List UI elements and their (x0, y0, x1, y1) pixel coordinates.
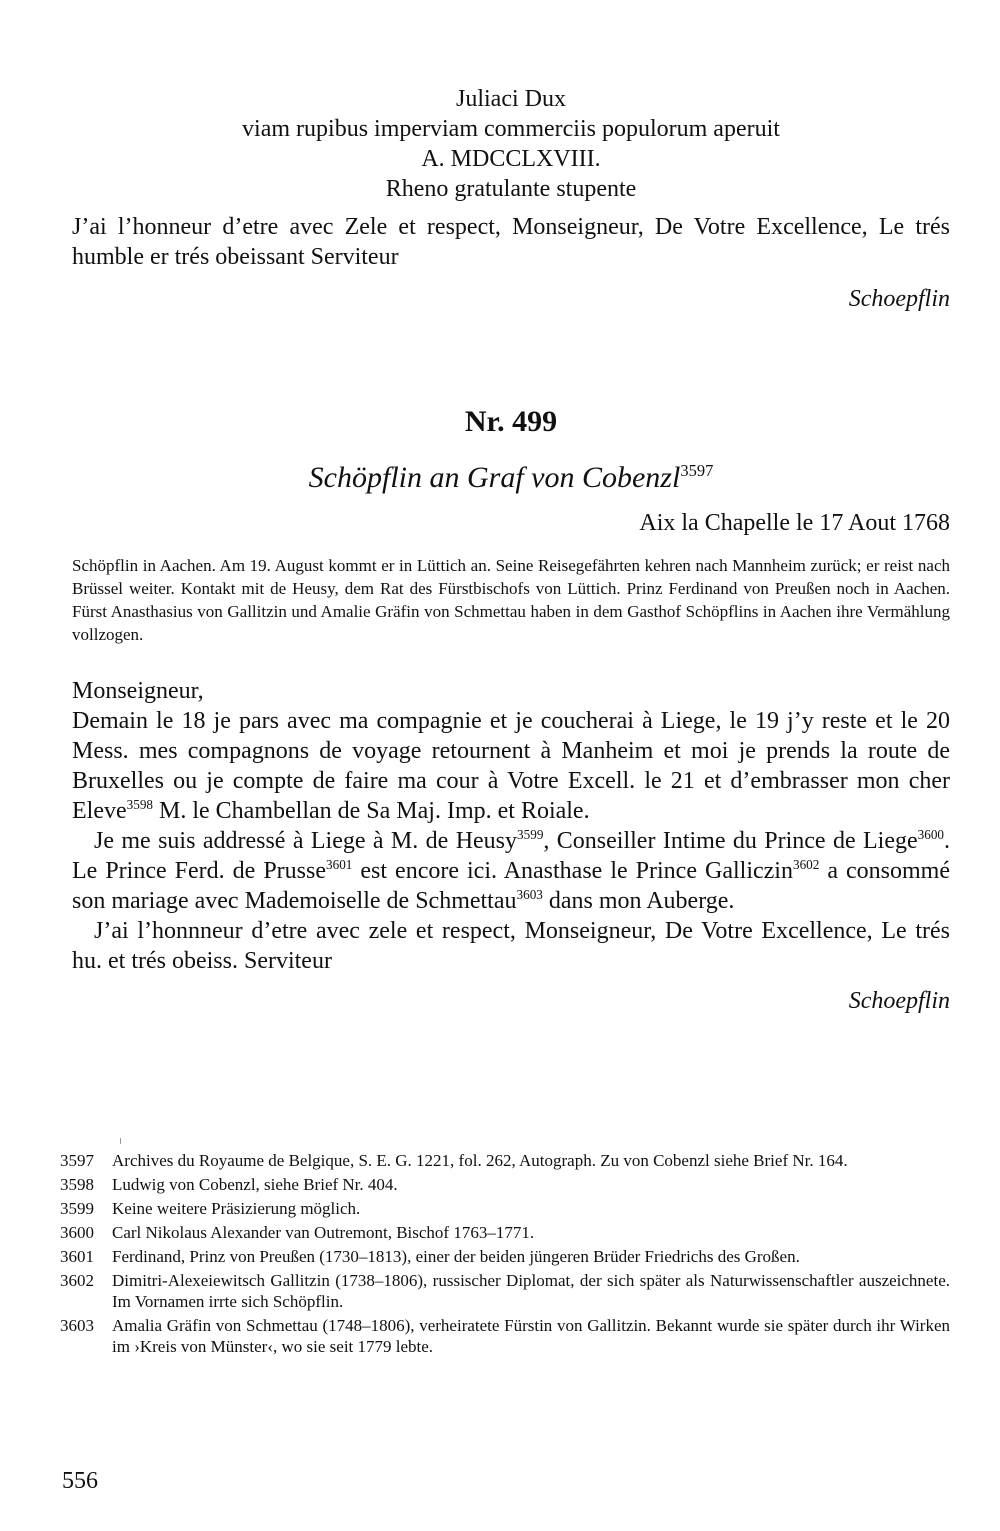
footnote-text: Ferdinand, Prinz von Preußen (1730–1813), einer der beiden jüngeren Brüder Friedrichs des Großen. (112, 1247, 800, 1266)
paragraph-text: dans mon Auberge. (542, 888, 735, 914)
footnote-text: Amalia Gräfin von Schmettau (1748–1806), verheiratete Fürstin von Gallitzin. Bekannt wurde sie später durch ihr Wirken im ›Kreis von Münster‹, wo sie seit 1779 lebte. (112, 1316, 950, 1356)
page-number: 556 (62, 1468, 98, 1494)
footnote-text: Ludwig von Cobenzl, siehe Brief Nr. 404. (112, 1175, 398, 1194)
letter-number: Nr. 499 (464, 405, 558, 438)
footnote-ref[interactable]: 3598 (126, 797, 154, 812)
footnote-number: 3597 (60, 1151, 94, 1170)
paragraph-text: . Le Prince Ferd. de Prusse (72, 828, 950, 884)
letter-paragraph-1 (72, 706, 950, 826)
footnote-number: 3598 (60, 1175, 94, 1194)
footnote-ref[interactable]: 3603 (516, 887, 543, 902)
footnote-item (60, 1198, 950, 1219)
letter-paragraph-3: J’ai l’honnneur d’etre avec zele et respect, Monseigneur, De Votre Excellence, Le trés hu. et trés obeiss. Serviteur (72, 918, 950, 974)
inscription-line: viam rupibus imperviam commerciis populorum aperuit (242, 116, 780, 142)
footnote-item (60, 1315, 950, 1357)
footnote-number: 3603 (60, 1316, 94, 1335)
letter-title-text: Schöpflin an Graf von Cobenzl (308, 461, 681, 494)
footnote-item (60, 1174, 950, 1195)
footnote-item (60, 1270, 950, 1312)
footnote-ref[interactable]: 3602 (792, 857, 820, 872)
letter-title (72, 460, 950, 496)
footnote-item (60, 1246, 950, 1267)
inscription-line: Rheno gratulante stupente (385, 176, 637, 202)
footnote-separator (120, 1138, 121, 1144)
footnote-ref[interactable]: 3599 (517, 827, 544, 842)
paragraph-text: est encore ici. Anasthase le Prince Galliczin (352, 858, 793, 884)
footnote-item (60, 1222, 950, 1243)
footnote-text: Archives du Royaume de Belgique, S. E. G. 1221, fol. 262, Autograph. Zu von Cobenzl siehe Brief Nr. 164. (112, 1151, 848, 1170)
place-date: Aix la Chapelle le 17 Aout 1768 (639, 510, 950, 536)
previous-letter-signature: Schoepflin (848, 286, 950, 312)
footnote-number: 3599 (60, 1199, 94, 1218)
letter-summary: Schöpflin in Aachen. Am 19. August kommt er in Lüttich an. Seine Reisegefährten kehren nach Mannheim zurück; er reist nach Brüssel weiter. Kontakt mit de Heusy, dem Rat des Fürstbischofs von Lüttich. Prinz Ferdinand von Preußen noch in Aachen. Fürst Anasthasius von Gallitzin und Amalie Gräfin von Schmettau haben in dem Gasthof Schöpflins in Aachen ihre Vermählung vollzogen. (72, 556, 950, 644)
footnote-text: Dimitri-Alexeiewitsch Gallitzin (1738–1806), russischer Diplomat, der sich später als Naturwissenschaftler auszeichnete. Im Vornamen irrte sich Schöpflin. (112, 1271, 950, 1311)
salutation: Monseigneur, (72, 678, 204, 704)
footnote-ref[interactable]: 3600 (917, 827, 944, 842)
footnote-number: 3600 (60, 1223, 94, 1242)
inscription-line: A. MDCCLXVIII. (421, 146, 601, 172)
footnote-ref[interactable]: 3601 (326, 857, 353, 872)
paragraph-text: , Conseiller Intime du Prince de Liege (543, 828, 918, 854)
inscription-line: Juliaci Dux (456, 86, 566, 112)
footnote-item (60, 1150, 950, 1171)
previous-letter-closing: J’ai l’honneur d’etre avec Zele et respect, Monseigneur, De Votre Excellence, Le trés humble er trés obeissant Serviteur (72, 214, 950, 270)
footnote-number: 3602 (60, 1271, 94, 1290)
paragraph-text: a consommé son mariage avec Mademoiselle de Schmettau (72, 858, 950, 914)
paragraph-text: M. le Chambellan de Sa Maj. Imp. et Roiale. (153, 798, 590, 824)
letter-signature: Schoepflin (848, 988, 950, 1014)
latin-inscription (72, 84, 950, 204)
footnote-ref[interactable]: 3597 (680, 461, 714, 480)
paragraph-text: Je me suis addressé à Liege à M. de Heusy (94, 828, 518, 854)
footnote-text: Carl Nikolaus Alexander van Outremont, Bischof 1763–1771. (112, 1223, 535, 1242)
letter-paragraph-2 (72, 826, 950, 916)
paragraph-text: Demain le 18 je pars avec ma compagnie et je coucherai à Liege, le 19 j’y reste et le 20 Mess. mes compagnons de voyage retournent à Manheim et moi je prends la route de Bruxelles ou je compte de faire ma cour à Votre Excell. le 21 et d’embrasser mon cher Eleve (72, 708, 950, 824)
footnotes (60, 1150, 950, 1360)
footnote-text: Keine weitere Präsizierung möglich. (112, 1199, 361, 1218)
footnote-number: 3601 (60, 1247, 94, 1266)
